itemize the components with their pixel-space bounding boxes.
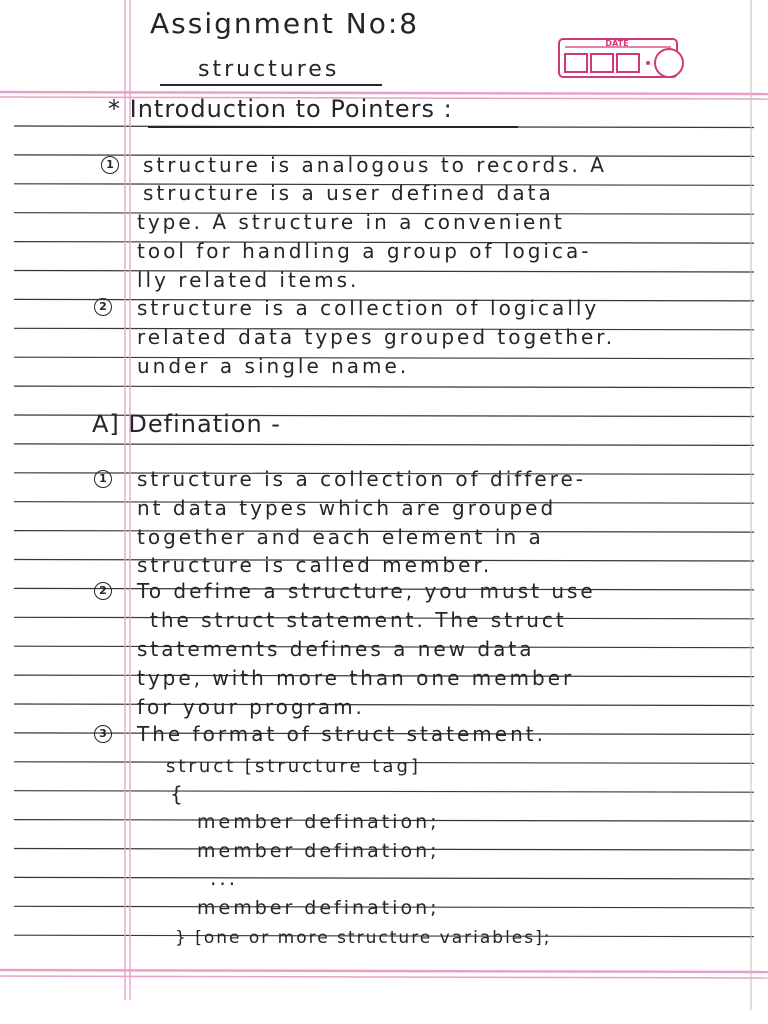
code-line: member defination; bbox=[197, 840, 440, 862]
subtitle-underline bbox=[160, 84, 382, 86]
text-line: structure is a collection of differe- bbox=[137, 467, 586, 491]
code-line: member defination; bbox=[197, 897, 440, 919]
footer-margin-line bbox=[0, 976, 768, 978]
item-number-badge: 1 bbox=[94, 470, 112, 488]
text-line: tool for handling a group of logica- bbox=[137, 239, 592, 263]
text-line: structure is analogous to records. A bbox=[143, 153, 607, 177]
header-margin-line bbox=[0, 92, 768, 94]
text-line: nt data types which are grouped bbox=[137, 496, 557, 520]
text-line: structure is a collection of logically bbox=[137, 296, 600, 320]
text-line: structure is a user defined data bbox=[143, 181, 554, 205]
heading-underline bbox=[148, 126, 518, 128]
date-label: DATE bbox=[605, 39, 629, 48]
text-line: type, with more than one member bbox=[137, 666, 575, 690]
text-line: The format of struct statement. bbox=[137, 722, 546, 746]
section-heading-definition: A] Defination - bbox=[92, 410, 281, 438]
code-line: ... bbox=[210, 866, 239, 890]
date-stamp bbox=[557, 35, 691, 81]
page-title: Assignment No:8 bbox=[150, 7, 420, 40]
text-line: statements defines a new data bbox=[137, 637, 535, 661]
text-line: type. A structure in a convenient bbox=[137, 210, 565, 234]
text-line: under a single name. bbox=[137, 354, 410, 378]
code-line: struct [structure tag] bbox=[166, 756, 421, 777]
footer-margin-line bbox=[0, 970, 768, 972]
text-line: related data types grouped together. bbox=[137, 325, 616, 349]
text-line: the struct statement. The struct bbox=[150, 608, 567, 632]
text-line: lly related items. bbox=[137, 268, 360, 292]
section-heading-introduction: * Introduction to Pointers : bbox=[108, 95, 453, 123]
item-number-badge: 2 bbox=[94, 298, 112, 316]
text-line: To define a structure, you must use bbox=[137, 579, 596, 603]
code-line: member defination; bbox=[197, 811, 440, 833]
text-line: for your program. bbox=[137, 695, 365, 719]
code-line: } [one or more structure variables]; bbox=[175, 928, 552, 948]
page-subtitle: structures bbox=[198, 57, 340, 82]
item-number-badge: 3 bbox=[94, 725, 112, 743]
text-line: together and each element in a bbox=[137, 525, 544, 549]
code-line: { bbox=[170, 782, 186, 806]
text-line: structure is called member. bbox=[137, 553, 493, 577]
item-number-badge: 1 bbox=[101, 156, 119, 174]
item-number-badge: 2 bbox=[94, 582, 112, 600]
